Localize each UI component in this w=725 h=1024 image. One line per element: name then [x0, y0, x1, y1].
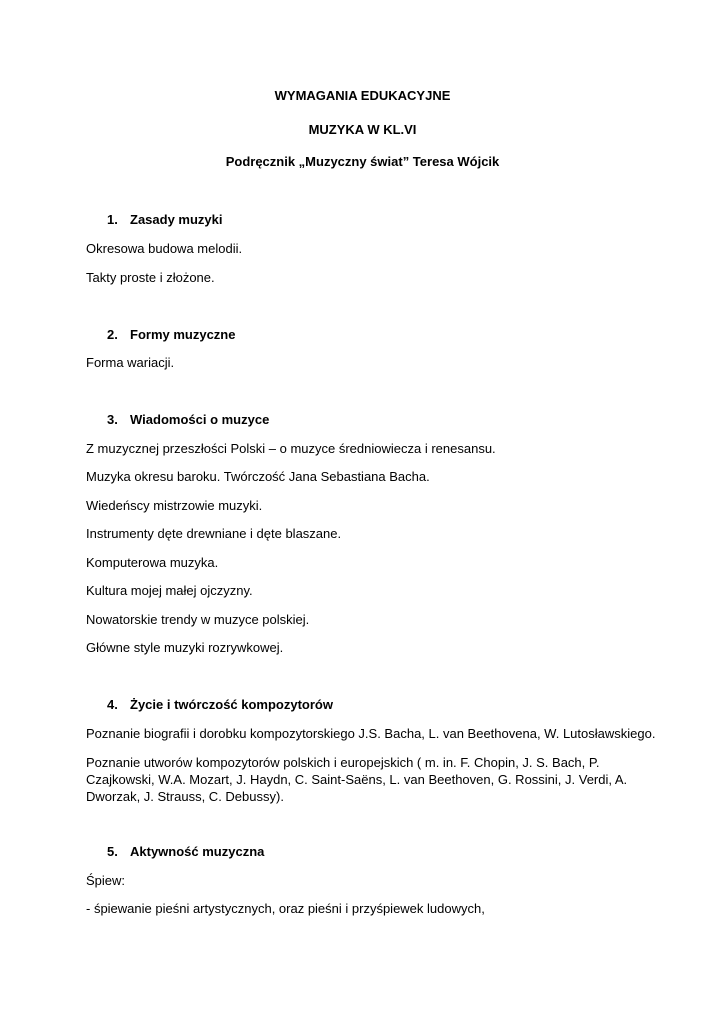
section-title: Zasady muzyki	[130, 212, 223, 227]
section-heading-1	[107, 212, 223, 228]
document-title: WYMAGANIA EDUKACYJNE	[274, 88, 451, 103]
textbook-line: Podręcznik „Muzyczny świat” Teresa Wójcik	[225, 154, 500, 169]
section-item: Wiedeńscy mistrzowie muzyki.	[86, 498, 263, 513]
section-item: Kultura mojej małej ojczyzny.	[86, 583, 253, 598]
section-item: Forma wariacji.	[86, 355, 175, 370]
section-title: Wiadomości o muzyce	[130, 412, 270, 427]
section-item: Poznanie utworów kompozytorów polskich i europejskich ( m. in. F. Chopin, J. S. Bach, P. Czajkowski, W.A. Mozart, J. Haydn, C. Saint-Saëns, L. van Beethoven, G. Rossini, J. Verdi, A. Dworzak, J. Strauss, C. Debussy).	[86, 755, 628, 804]
section-item: Komputerowa muzyka.	[86, 555, 219, 570]
section-item: Poznanie biografii i dorobku kompozytorskiego J.S. Bacha, L. van Beethovena, W. Lutosławskiego.	[86, 726, 656, 741]
document-subtitle: MUZYKA W KL.VI	[308, 122, 417, 137]
section-number: 2.	[107, 327, 118, 342]
section-heading-5	[107, 844, 264, 860]
section-item: Takty proste i złożone.	[86, 270, 215, 285]
section-heading-3	[107, 412, 269, 428]
section-number: 4.	[107, 697, 118, 712]
section-item: - śpiewanie pieśni artystycznych, oraz pieśni i przyśpiewek ludowych,	[86, 901, 485, 916]
section-heading-4	[107, 697, 333, 713]
section-title: Formy muzyczne	[130, 327, 236, 342]
section-number: 1.	[107, 212, 118, 227]
section-number: 5.	[107, 844, 118, 859]
section-number: 3.	[107, 412, 118, 427]
section-item: Okresowa budowa melodii.	[86, 241, 243, 256]
section-item: Muzyka okresu baroku. Twórczość Jana Sebastiana Bacha.	[86, 469, 430, 484]
section-title: Życie i twórczość kompozytorów	[130, 697, 333, 712]
section-item: Nowatorskie trendy w muzyce polskiej.	[86, 612, 310, 627]
section-item: Śpiew:	[86, 873, 126, 888]
section-heading-2	[107, 327, 235, 343]
section-title: Aktywność muzyczna	[130, 844, 265, 859]
section-item: Instrumenty dęte drewniane i dęte blaszane.	[86, 526, 342, 541]
section-item: Główne style muzyki rozrywkowej.	[86, 640, 284, 655]
section-item: Z muzycznej przeszłości Polski – o muzyce średniowiecza i renesansu.	[86, 441, 496, 456]
